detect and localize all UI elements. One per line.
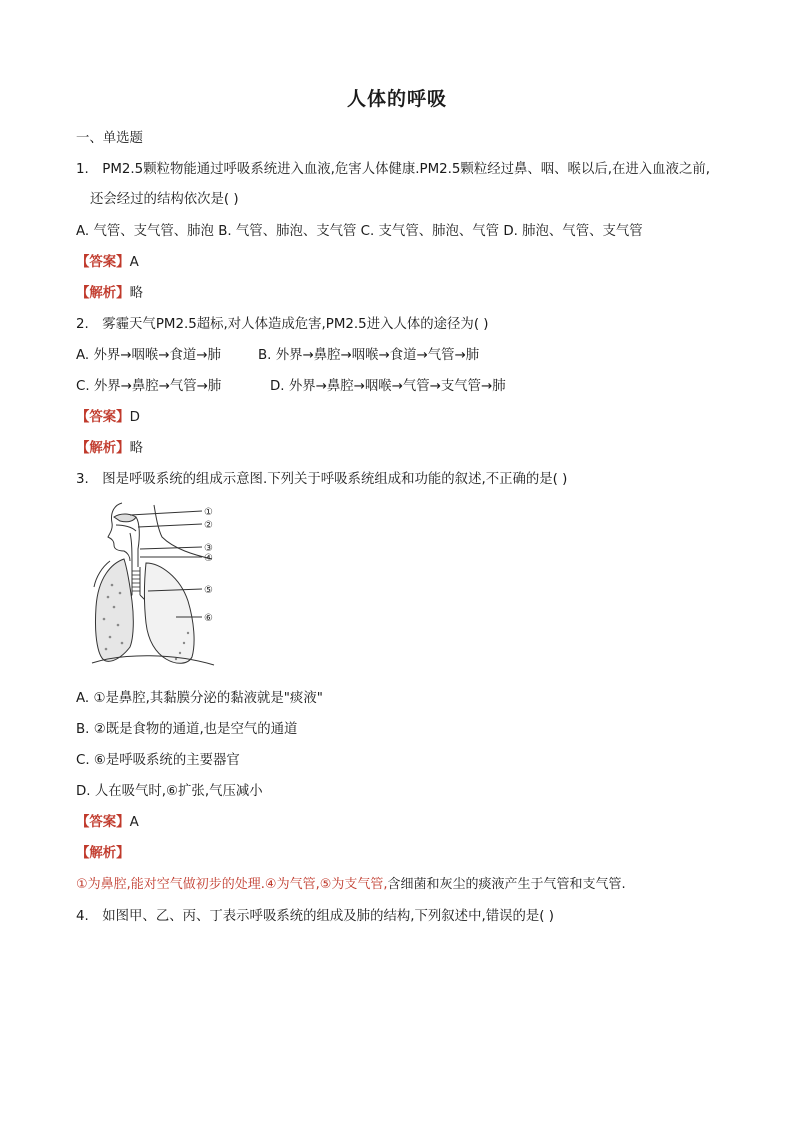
respiratory-system-diagram xyxy=(84,497,234,669)
question-2 xyxy=(76,313,489,332)
analysis-rest: 含细菌和灰尘的痰液产生于气管和支气管. xyxy=(387,877,626,892)
section-heading: 一、单选题 xyxy=(76,131,143,146)
question-text: 雾霾天气PM2.5超标,对人体造成危害,PM2.5进入人体的途径为( ) xyxy=(102,317,489,332)
question-2-options-row2 xyxy=(76,375,506,394)
question-text: 图是呼吸系统的组成示意图.下列关于呼吸系统组成和功能的叙述,不正确的是( ) xyxy=(102,472,568,487)
option-a: A. 外界→咽喉→食道→肺 xyxy=(76,348,221,363)
analysis-tag: 【解析】 xyxy=(76,286,130,301)
option-c: C. 外界→鼻腔→气管→肺 xyxy=(76,379,222,394)
answer-value: A xyxy=(129,255,139,270)
answer-line xyxy=(76,251,139,270)
analysis-text: 略 xyxy=(129,441,143,456)
analysis-line xyxy=(76,842,130,861)
question-4 xyxy=(76,905,554,924)
question-2-options-row1 xyxy=(76,344,479,363)
question-text: 如图甲、乙、丙、丁表示呼吸系统的组成及肺的结构,下列叙述中,错误的是( ) xyxy=(102,909,554,924)
question-1-options: A. 气管、支气管、肺泡 B. 气管、肺泡、支气管 C. 支气管、肺泡、气管 D. 肺泡、气管、支气管 xyxy=(76,224,643,239)
question-1-continued: 还会经过的结构依次是( ) xyxy=(90,192,239,207)
question-number: 2. xyxy=(76,317,89,332)
analysis-tag: 【解析】 xyxy=(76,846,130,861)
answer-tag: 【答案】 xyxy=(76,410,130,425)
analysis-text: 略 xyxy=(129,286,143,301)
answer-value: A xyxy=(129,815,139,830)
analysis-text xyxy=(76,873,626,892)
page-title: 人体的呼吸 xyxy=(346,88,447,110)
diagram-label-1: ① xyxy=(204,507,213,518)
diagram-label-5: ⑤ xyxy=(204,585,213,596)
question-number: 3. xyxy=(76,472,89,487)
question-3 xyxy=(76,468,567,487)
option-c: C. ⑥是呼吸系统的主要器官 xyxy=(76,753,240,768)
question-text: PM2.5颗粒物能通过呼吸系统进入血液,危害人体健康.PM2.5颗粒经过鼻、咽、喉以后,在进入血液之前, xyxy=(102,162,710,177)
option-a: A. ①是鼻腔,其黏膜分泌的黏液就是"痰液" xyxy=(76,691,323,706)
diagram-label-6: ⑥ xyxy=(204,613,213,624)
analysis-line xyxy=(76,437,143,456)
diagram-label-4: ④ xyxy=(204,553,213,564)
option-b: B. 外界→鼻腔→咽喉→食道→气管→肺 xyxy=(258,348,480,363)
option-d: D. 外界→鼻腔→咽喉→气管→支气管→肺 xyxy=(270,379,506,394)
answer-tag: 【答案】 xyxy=(76,255,130,270)
analysis-highlight: ①为鼻腔,能对空气做初步的处理.④为气管,⑤为支气管, xyxy=(76,877,388,892)
diagram-label-2: ② xyxy=(204,520,213,531)
option-d: D. 人在吸气时,⑥扩张,气压减小 xyxy=(76,784,263,799)
question-number: 1. xyxy=(76,162,89,177)
question-1 xyxy=(76,158,710,177)
answer-line xyxy=(76,811,139,830)
answer-line xyxy=(76,406,140,425)
question-number: 4. xyxy=(76,909,89,924)
analysis-line xyxy=(76,282,143,301)
answer-tag: 【答案】 xyxy=(76,815,130,830)
option-b: B. ②既是食物的通道,也是空气的通道 xyxy=(76,722,298,737)
analysis-tag: 【解析】 xyxy=(76,441,130,456)
diagram-label-3: ③ xyxy=(204,543,213,554)
answer-value: D xyxy=(129,410,140,425)
